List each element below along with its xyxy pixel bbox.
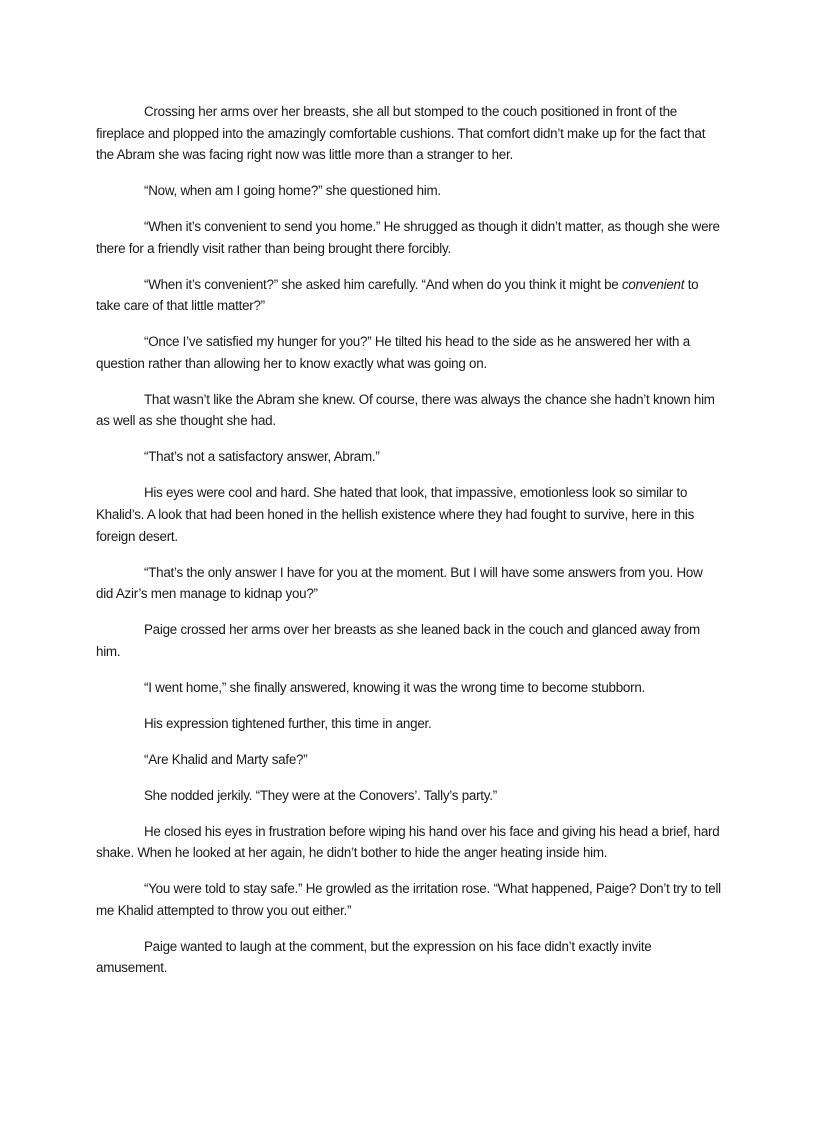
paragraph-14: She nodded jerkily. “They were at the Conovers’. Tally’s party.” xyxy=(144,787,497,803)
paragraph-4-italic: convenient xyxy=(621,276,685,292)
paragraph-7: “That’s not a satisfactory answer, Abram.” xyxy=(144,449,380,465)
paragraph-13: “Are Khalid and Marty safe?” xyxy=(144,751,308,767)
paragraph-4 xyxy=(96,274,721,317)
paragraph-10: Paige crossed her arms over her breasts as she leaned back in the couch and glanced away from him. xyxy=(96,622,700,659)
paragraph-1: Crossing her arms over her breasts, she all but stomped to the couch positioned in front of the fireplace and plopped into the amazingly comfortable cushions. That comfort didn’t make up for the fact that the Abram she was facing right now was little more than a stranger to her. xyxy=(96,104,706,163)
paragraph-12: His expression tightened further, this time in anger. xyxy=(144,715,432,731)
paragraph-3: “When it’s convenient to send you home.” He shrugged as though it didn’t matter, as though she were there for a friendly visit rather than being brought there forcibly. xyxy=(96,219,720,256)
paragraph-4-before: “When it’s convenient?” she asked him carefully. “And when do you think it might be xyxy=(144,276,622,292)
paragraph-4-after: to take care of that little matter?” xyxy=(96,276,699,314)
paragraph-5: “Once I’ve satisfied my hunger for you?” He tilted his head to the side as he answered her with a question rather than allowing her to know exactly what was going on. xyxy=(96,334,690,371)
paragraph-9: “That’s the only answer I have for you at the moment. But I will have some answers from you. How did Azir’s men manage to kidnap you?” xyxy=(96,564,703,602)
paragraph-15: He closed his eyes in frustration before wiping his hand over his face and giving his head a brief, hard shake. When he looked at her again, he didn’t bother to hide the anger heating inside him. xyxy=(96,823,720,861)
paragraph-11: “I went home,” she finally answered, knowing it was the wrong time to become stubborn. xyxy=(144,679,645,695)
paragraph-17: Paige wanted to laugh at the comment, but the expression on his face didn’t exactly invite amusement. xyxy=(96,938,652,976)
paragraph-8: His eyes were cool and hard. She hated that look, that impassive, emotionless look so similar to Khalid’s. A look that had been honed in the hellish existence where they had fought to survive, here in this foreign desert. xyxy=(96,485,695,544)
paragraph-16: “You were told to stay safe.” He growled as the irritation rose. “What happened, Paige? Don’t try to tell me Khalid attempted to throw you out either.” xyxy=(96,881,721,918)
document-page xyxy=(96,101,721,993)
paragraph-2: “Now, when am I going home?” she questioned him. xyxy=(144,183,441,199)
paragraph-6: That wasn’t like the Abram she knew. Of course, there was always the chance she hadn’t known him as well as she thought she had. xyxy=(96,391,715,429)
